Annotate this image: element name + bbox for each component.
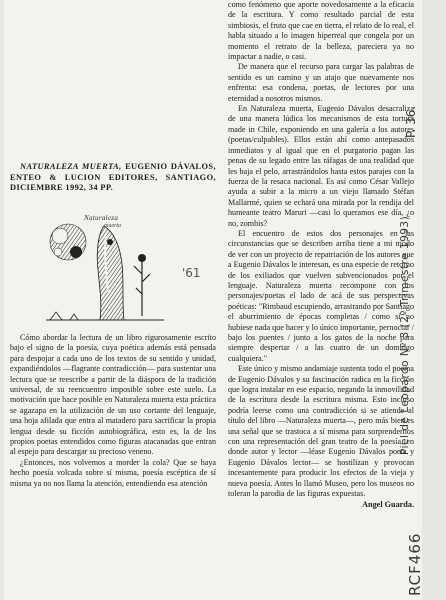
book-title: NATURALEZA MUERTA,	[20, 162, 122, 171]
handwritten-page-number: P. 36.	[404, 105, 418, 138]
clipping-page	[4, 0, 422, 600]
paragraph: En Naturaleza muerta, Eugenio Dávalos desacraliza de una manera lúdica los mecanismos de esta tortura made in Chile, exponiendo en una galería a los autores (poetas/culpables). Ellos están ahí como antepasados inmediatos y al igual que en el purgatorio pagan las penas de su legado entre las ráfagas de una realidad que les baja el pelo, arrastrándolos hasta estos parajes con la fuerza de la resaca nacional. Es así como César Vallejo ayuda a subir a la micro a un viejo llamado Stéfan Mallarmé, quien se echará una mirada por la rendija del humeante teatro Maruri —casi lo queramos ese día, ¿o no, zombis?	[228, 104, 414, 228]
book-reference	[10, 162, 216, 194]
paragraph: El encuentro de estos dos personajes en las circunstancias que se describen arriba tiene a mi modo de ver con un proyecto de repatriación de los autores que a Eugenio Dávalos le interesan, es una especie de retorno de los exiliados que vuelven subvencionados por el lenguaje. Naturaleza muerta recompone con los personajes/poetas el lado de acá de sus perspectivas poéticas: "Rimbaud escupiendo, arrastrando por Santiago el aburrimiento de épocas completas / como si no hubiese nada que hacer y lo único importante, pernoctar / bajo los puentes / junto a los gatos de la noche para siempre despertar / a las cuatro de un domingo cualquiera."	[228, 228, 414, 363]
paragraph: como fenómeno que aporte novedosamente a la eficacia de la escritura. Y como resultado parcial de esta simbiosis, el fruto que cae en tierra, el relato de lo real, el habla situado a lo imagen hiperreal que congela por un momento el retrato de la belleza, pareciera ya no impactar a nadie, o casi.	[228, 0, 414, 62]
handwritten-archive-code: RCF466	[406, 532, 424, 596]
left-column	[10, 333, 216, 489]
author-signature: Angel Guarda.	[362, 499, 414, 509]
paragraph: Este único y mismo andamiaje sustenta todo el poema de Eugenio Dávalos y su fascinación radica en la ficción que logra instalar en ese espacio, negando la inmovilidad de la escritura desde la escritura misma. Esto incluso podría leerse como una contradicción si se atiende al título del libro —Naturaleza muerta—, pero más bien es una señal que se trastoca a sí misma para sorprendernos con una representación del gran teatro de la poesía, en donde autor y lector —léase Eugenio Dávalos poeta y Eugenio Dávalos lector— se hostilizan y provocan incesantemente para producir los efectos de la vieja y nueva poesía. Antes lo llamó Museo, pero los museos no toleran la parodia de las figuras expuestas.	[228, 364, 414, 499]
pencil-annotation: '61	[182, 266, 201, 280]
right-column	[228, 0, 414, 510]
paragraph: Cómo abordar la lectura de un libro rigurosamente escrito bajo el signo de la poesía, cuya poética además está pensada para despojar a cada uno de los textos de su sentido y unidad, expandiéndolos —flagrante contradicción— para sustentar una lectura que se reescribe a partir de la diáspora de la tradición universal, de su reencuentro imposible sobre este suelo. La motivación que hace posible en Naturaleza muerta esta práctica se agazapa en la utilización de un uso cortante del lenguaje, una hoja afilada que entra al matadero para sacrificar la propia lengua desde su ficción autobiográfica, esto es, la de los propios poetas entendidos como figuras atacanadas que entran al espejo para descargar su precioso veneno.	[10, 333, 216, 457]
paragraph: ¿Entonces, nos volvemos a morder la cola? Que se haya hecho poesía volcada sobre sí misma, poesía escéptica de sí misma ya no nos llama la atención, entendiendo esa atención	[10, 457, 216, 488]
paragraph: De manera que el recurso para cargar las palabras de sentido es un camino y un atajo que nuevamente nos enfrenta: esa condena, poetas, de lectores por una eternidad a nosotros mismos.	[228, 62, 414, 103]
handwritten-source-note: Piel de Leopardo Nº 3 (2º Trimestre 1993)	[399, 215, 411, 455]
book-header	[10, 162, 216, 194]
illustration-title: Naturaleza	[84, 214, 119, 222]
book-details: EUGENIO DÁVALOS, ENTEO & LUCION EDITORES, SANTIAGO, DICIEMBRE 1992, 34 PP.	[10, 162, 216, 193]
illustration-subtitle: muerta	[104, 223, 121, 229]
